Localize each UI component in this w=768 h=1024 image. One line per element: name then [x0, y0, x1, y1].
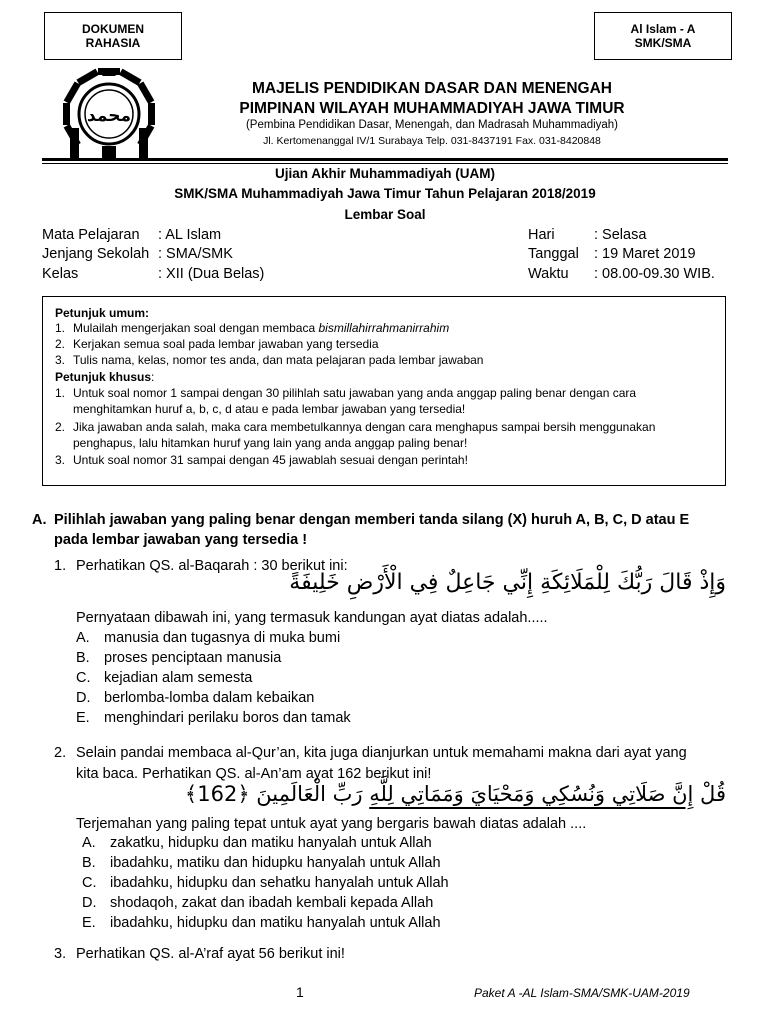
instruction-number: 1. [55, 321, 66, 335]
header-organization: MAJELIS PENDIDIKAN DASAR DAN MENENGAH [252, 80, 612, 97]
info-label: Tanggal [528, 246, 579, 262]
page-number: 1 [296, 984, 304, 1000]
instruction-text: Untuk soal nomor 1 sampai dengan 30 pilihlah satu jawaban yang anda anggap paling benar dengan cara [73, 386, 637, 400]
instruction-text: Tulis nama, kelas, nomor tes anda, dan mata pelajaran pada lembar jawaban [73, 353, 484, 367]
exam-sheet-title: Lembar Soal [344, 207, 426, 222]
instruction-text: Jika jawaban anda salah, maka cara membetulkannya dengan cara menghapus sampai bersih menggunakan [73, 420, 656, 434]
question-prompt: Terjemahan yang paling tepat untuk ayat yang bergaris bawah diatas adalah .... [76, 816, 587, 832]
question-number: 3. [54, 946, 67, 962]
subject-package-tag [594, 12, 732, 60]
tag-line: DOKUMEN [82, 22, 144, 36]
info-value: : Selasa [594, 227, 647, 243]
muhammadiyah-logo [58, 66, 160, 162]
info-value: : 19 Maret 2019 [594, 246, 696, 262]
instruction-number: 1. [55, 386, 66, 400]
question-text: kita baca. Perhatikan QS. al-An’am ayat 162 berikut ini! [76, 766, 432, 782]
tag-line: SMK/SMA [634, 36, 692, 50]
general-instructions-title: Petunjuk umum: [55, 306, 150, 320]
question-prompt: Pernyataan dibawah ini, yang termasuk kandungan ayat diatas adalah..... [76, 610, 548, 626]
header-region: PIMPINAN WILAYAH MUHAMMADIYAH JAWA TIMUR [239, 100, 625, 117]
info-label: Mata Pelajaran [42, 227, 140, 243]
question-number: 1. [54, 558, 67, 574]
header-divider-thick [42, 158, 728, 161]
tag-line: Al Islam - A [630, 22, 696, 36]
section-label: A. [32, 512, 47, 528]
info-value: : 08.00-09.30 WIB. [594, 266, 715, 282]
section-instruction: pada lembar jawaban yang tersedia ! [54, 532, 308, 548]
section-instruction: Pilihlah jawaban yang paling benar dengan memberi tanda silang (X) huruh A, B, C, D atau E [54, 512, 690, 528]
question-text: Selain pandai membaca al-Qur’an, kita juga dianjurkan untuk memahami makna dari ayat yang [76, 745, 687, 761]
info-label: Hari [528, 227, 555, 243]
document-classification-tag [44, 12, 182, 60]
tag-line: RAHASIA [85, 36, 141, 50]
instruction-text: Kerjakan semua soal pada lembar jawaban yang tersedia [73, 337, 379, 351]
quran-verse: قُلْ إِنَّ صَلَاتِي وَنُسُكِي وَمَحْيَايَ وَمَمَاتِي لِلَّهِ رَبِّ الْعَالَمِينَ ﴿162﴾ [184, 782, 726, 806]
instruction-number: 2. [55, 337, 66, 351]
instruction-number: 3. [55, 453, 66, 467]
header-divider-thin [42, 163, 728, 164]
instruction-italic: bismillahirrahmanirrahim [318, 321, 450, 335]
instruction-text: Mulailah mengerjakan soal dengan membaca bismillahirrahmanirrahim [73, 321, 450, 335]
instruction-continuation: penghapus, lalu hitamkan huruf yang lain yang anda anggap paling benar! [73, 436, 468, 450]
instruction-number: 2. [55, 420, 66, 434]
logo-text: محمد [87, 106, 131, 126]
info-value: : AL Islam [158, 227, 222, 243]
info-label: Waktu [528, 266, 569, 282]
package-code: Paket A -AL Islam-SMA/SMK-UAM-2019 [474, 986, 690, 1000]
question-text: Perhatikan QS. al-Baqarah : 30 berikut ini: [76, 558, 348, 574]
info-label: Jenjang Sekolah [42, 246, 150, 262]
info-value: : XII (Dua Belas) [158, 266, 265, 282]
underlined-verse: إِنَّ صَلَاتِي وَنُسُكِي وَمَحْيَايَ وَمَمَاتِي لِلَّهِ [369, 782, 694, 806]
header-address: Jl. Kertomenanggal IV/1 Surabaya Telp. 031-8437191 Fax. 031-8420848 [263, 135, 601, 147]
header-subtitle: (Pembina Pendidikan Dasar, Menengah, dan Madrasah Muhammadiyah) [245, 119, 619, 131]
exam-scope: SMK/SMA Muhammadiyah Jawa Timur Tahun Pelajaran 2018/2019 [174, 186, 596, 201]
question-number: 2. [54, 745, 67, 761]
info-label: Kelas [42, 266, 79, 282]
exam-name: Ujian Akhir Muhammadiyah (UAM) [274, 166, 496, 181]
quran-verse: وَإِذْ قَالَ رَبُّكَ لِلْمَلَائِكَةِ إِنِّي جَاعِلٌ فِي الْأَرْضِ خَلِيفَةً [289, 570, 726, 595]
instructions-box [42, 296, 726, 486]
question-text: Perhatikan QS. al-A’raf ayat 56 berikut ini! [76, 946, 345, 962]
info-value: : SMA/SMK [158, 246, 233, 262]
instruction-number: 3. [55, 353, 66, 367]
instruction-continuation: menghitamkan huruf a, b, c, d atau e pada lembar jawaban yang tersedia! [73, 402, 466, 416]
special-instructions-title: Petunjuk khusus: [55, 370, 155, 384]
instruction-text: Untuk soal nomor 31 sampai dengan 45 jawablah sesuai dengan perintah! [73, 453, 468, 467]
